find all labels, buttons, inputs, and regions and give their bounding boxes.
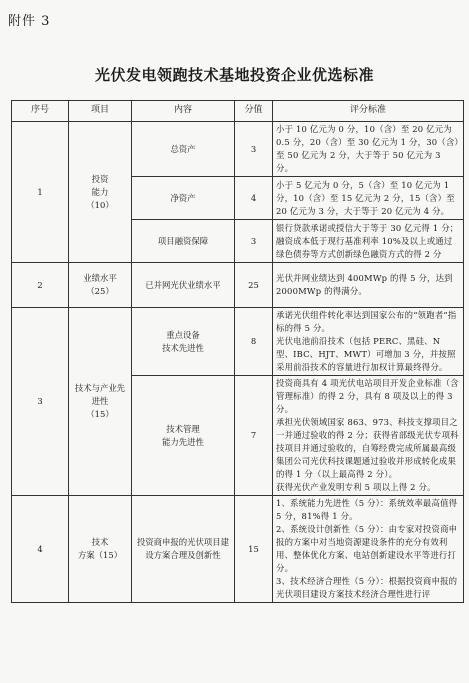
row-content: 技术管理 能力先进性 (132, 376, 235, 496)
row-criteria: 投资商具有 4 项光伏电站项目开发企业标准（含管理标准）的得 2 分，具有 8 项及以上的得 3 分。 承担光伏领域国家 863、973、科技支撑项目之一并通过验收的得 2 分；获得省部级光伏专项科技项目并通过验收的，自筹经费完成所属最高级集团公司光伏科技课题通过验收并形成转化成果的得 1 分（以上最高得 2 分）。 获得光伏产业发明专利 5 项以上得 2 分。 (273, 376, 464, 496)
row-content: 投资商申报的光伏项目建设方案合理及创新性 (132, 496, 235, 603)
table-row (12, 263, 464, 308)
row-criteria: 小于 10 亿元为 0 分，10（含）至 20 亿元为 0.5 分，20（含）至 30 亿元为 1 分，30（含）至 50 亿元为 2 分，大于等于 50 亿元为 3 分。 (273, 122, 464, 177)
row-criteria: 银行贷款承诺或授信大于等于 30 亿元得 1 分；融资成本低于现行基准利率 10%及以上或通过绿色债券等方式创新绿色融资方式的得 2 分 (273, 220, 464, 263)
table-row (12, 308, 464, 376)
row-content: 总资产 (132, 122, 235, 177)
row-score: 3 (235, 122, 273, 177)
row-item: 技术 方案（15） (69, 496, 132, 603)
table-header-row (12, 101, 464, 122)
header-criteria: 评分标准 (273, 101, 464, 122)
header-item: 项目 (69, 101, 132, 122)
row-content: 净资产 (132, 177, 235, 220)
row-criteria: 1、系统能力先进性（5 分）：系统效率最高值得 5 分，81%得 1 分。 2、系统设计创新性（5 分）：由专家对投资商申报的方案中对当地资源建设条件的充分有效利用、整体优化方案、电站创新建设水平等进行打分。 3、技术经济合理性（5 分）：根据投资商申报的光伏项目建设方案技术经济合理性进行评 (273, 496, 464, 603)
row-criteria: 光伏并网业绩达到 400MWp 的得 5 分，达到 2000MWp 的得满分。 (273, 263, 464, 308)
row-content: 项目融资保障 (132, 220, 235, 263)
row-criteria: 承诺光伏组件转化率达到国家公布的“领跑者”指标的得 5 分。 光伏电池前沿技术（包括 PERC、黑硅、N 型、IBC、HJT、MWT）可增加 3 分，并按照采用前沿技术的容量进行加权计算最终得分。 (273, 308, 464, 376)
table-row (12, 122, 464, 177)
row-score: 4 (235, 177, 273, 220)
document-title: 光伏发电领跑技术基地投资企业优选标准 (94, 66, 374, 84)
header-score: 分值 (235, 101, 273, 122)
row-item: 技术与产业先进性 （15） (69, 308, 132, 496)
row-number: 1 (12, 122, 69, 263)
row-criteria: 小于 5 亿元为 0 分，5（含）至 10 亿元为 1 分，10（含）至 15 亿元为 2 分，15（含）至 20 亿元为 3 分，大于等于 20 亿元为 4 分。 (273, 177, 464, 220)
row-number: 4 (12, 496, 69, 603)
row-item: 投资 能力 （10） (69, 122, 132, 263)
row-score: 3 (235, 220, 273, 263)
row-number: 3 (12, 308, 69, 496)
row-score: 7 (235, 376, 273, 496)
row-content: 已并网光伏业绩水平 (132, 263, 235, 308)
attachment-label: 附件 3 (8, 14, 51, 29)
row-score: 8 (235, 308, 273, 376)
row-number: 2 (12, 263, 69, 308)
row-item: 业绩水平 （25） (69, 263, 132, 308)
header-content: 内容 (132, 101, 235, 122)
row-score: 25 (235, 263, 273, 308)
criteria-table (11, 100, 464, 603)
table-row (12, 496, 464, 603)
row-content: 重点设备 技术先进性 (132, 308, 235, 376)
header-number: 序号 (12, 101, 69, 122)
row-score: 15 (235, 496, 273, 603)
